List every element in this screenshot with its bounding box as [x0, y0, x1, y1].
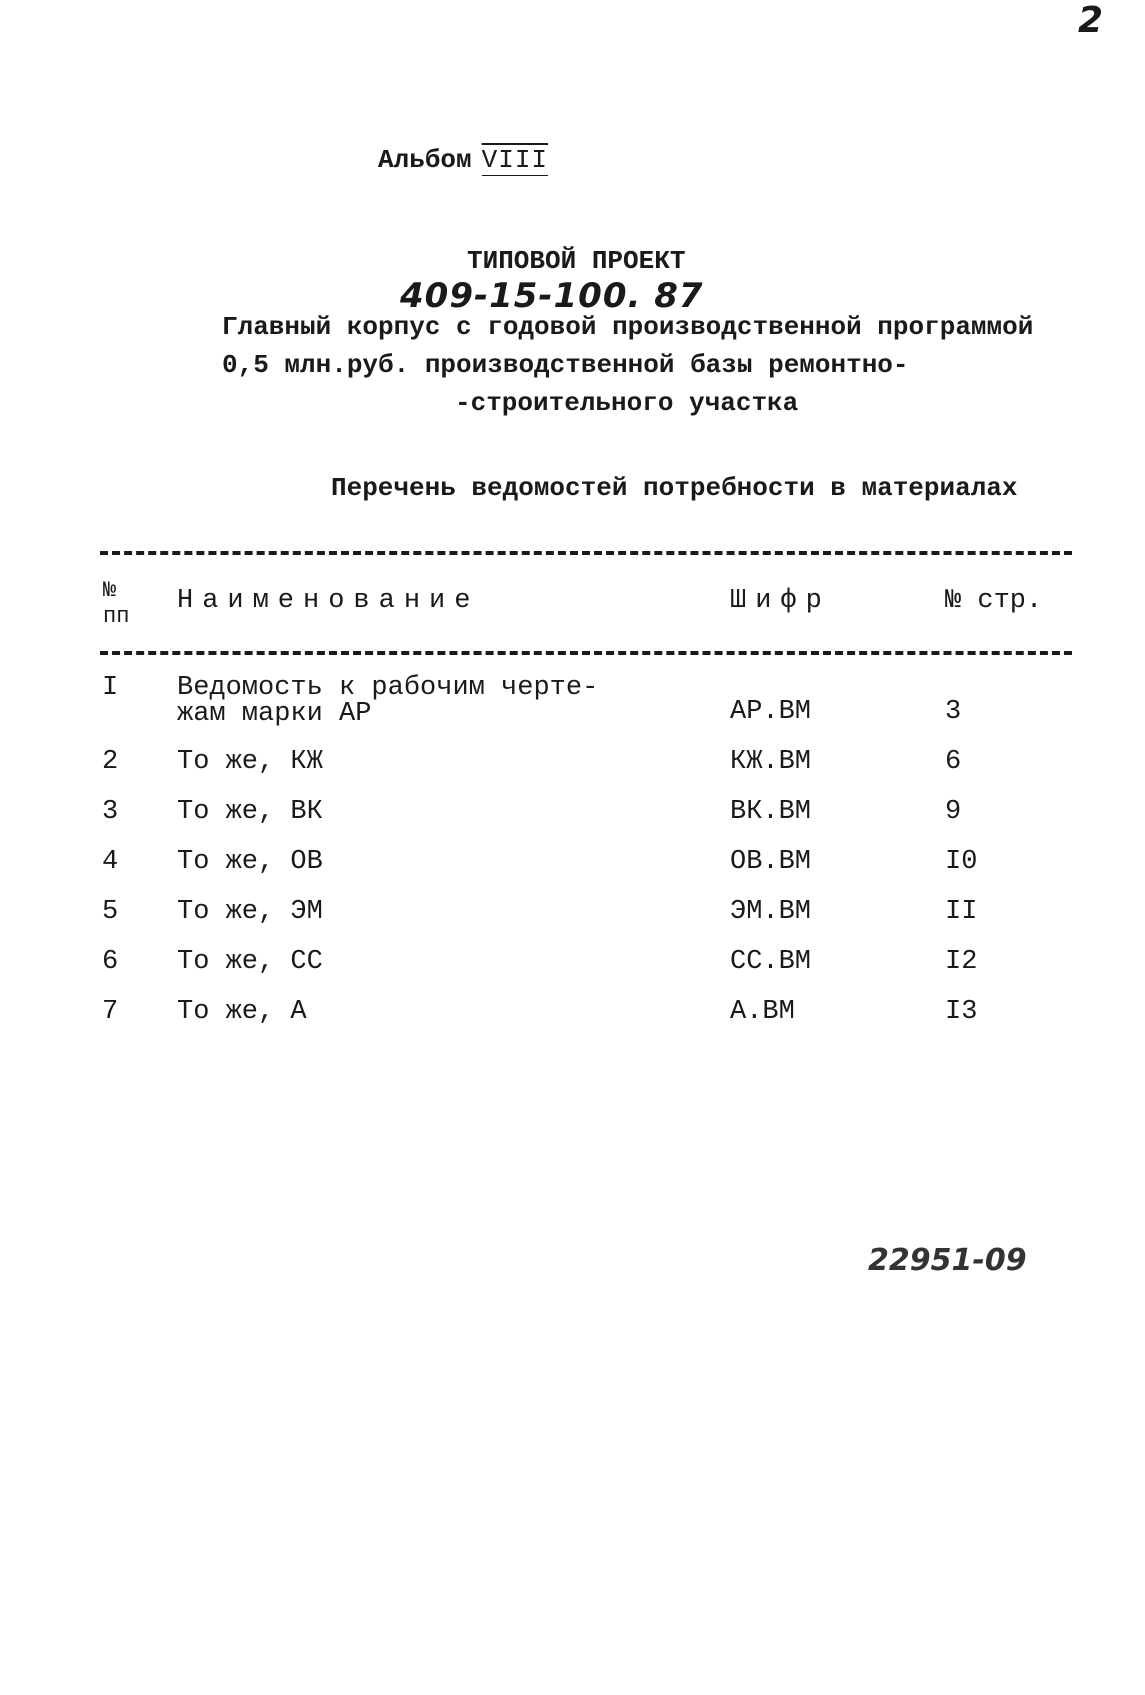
header-code: Шифр — [730, 586, 831, 616]
table-header-divider — [100, 651, 1072, 655]
row-number: 3 — [102, 797, 119, 827]
row-name: То же, СС — [177, 947, 323, 977]
row-page: 3 — [945, 697, 962, 727]
row-name: То же, ЭМ — [177, 897, 323, 927]
row-code: ЭМ.ВМ — [730, 897, 812, 927]
row-number: I — [102, 673, 119, 703]
row-page: II — [945, 897, 978, 927]
project-title: ТИПОВОЙ ПРОЕКТ — [467, 246, 686, 276]
header-number: № пп — [103, 578, 130, 629]
row-page: I3 — [945, 997, 978, 1027]
row-name: То же, А — [177, 997, 307, 1027]
project-description-line: Главный корпус с годовой производственной программой — [222, 312, 1034, 342]
row-code: СС.ВМ — [730, 947, 812, 977]
row-code: АР.ВМ — [730, 697, 812, 727]
row-page: 9 — [945, 797, 962, 827]
row-code: КЖ.ВМ — [730, 747, 812, 777]
project-description-line: 0,5 млн.руб. производственной базы ремонтно- — [222, 350, 909, 380]
table-top-divider — [100, 551, 1072, 555]
row-page: 6 — [945, 747, 962, 777]
project-code: 409-15-100. 87 — [400, 276, 704, 316]
project-description — [222, 308, 1033, 422]
page-number: 2 — [1078, 0, 1104, 41]
album-volume: VIII — [481, 145, 549, 175]
inventory-number: 22951-09 — [868, 1243, 1027, 1278]
row-number: 2 — [102, 747, 119, 777]
list-title: Перечень ведомостей потребности в материалах — [331, 473, 1018, 503]
album-label — [378, 145, 548, 175]
row-code: ВК.ВМ — [730, 797, 812, 827]
row-code: ОВ.ВМ — [730, 847, 812, 877]
row-page: I0 — [945, 847, 978, 877]
row-number: 6 — [102, 947, 119, 977]
header-name: Наименование — [177, 586, 480, 616]
row-page: I2 — [945, 947, 978, 977]
row-name: То же, ВК — [177, 797, 323, 827]
row-number: 5 — [102, 897, 119, 927]
row-code: А.ВМ — [730, 997, 795, 1027]
album-label-text: Альбом — [378, 145, 472, 175]
project-description-line: -строительного участка — [455, 388, 799, 418]
row-name: Ведомость к рабочим черте- жам марки АР — [177, 673, 599, 729]
row-number: 7 — [102, 997, 119, 1027]
row-name: То же, КЖ — [177, 747, 323, 777]
row-name: То же, ОВ — [177, 847, 323, 877]
header-page: № стр. — [945, 586, 1043, 616]
row-number: 4 — [102, 847, 119, 877]
